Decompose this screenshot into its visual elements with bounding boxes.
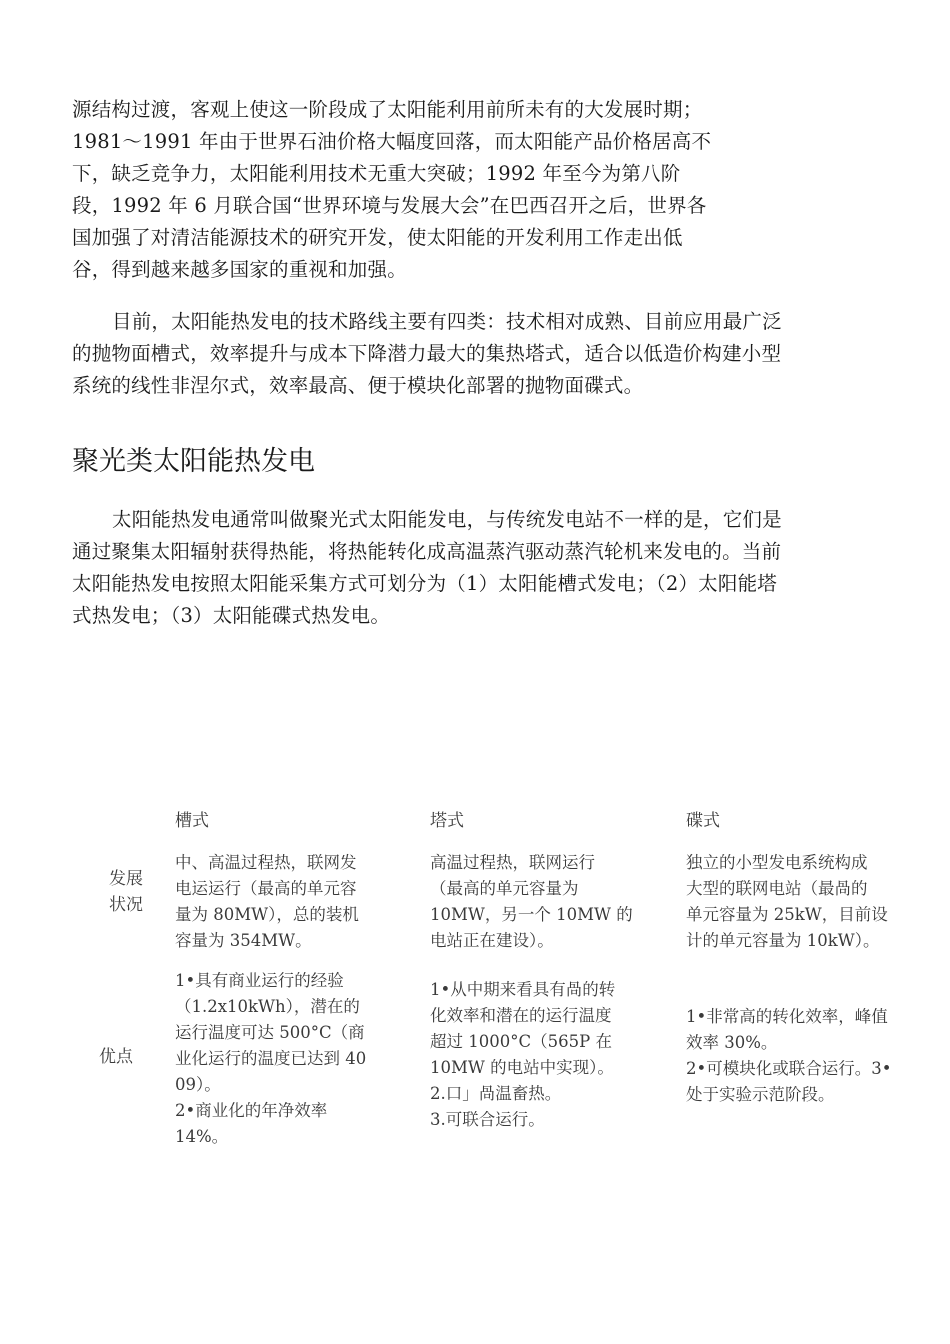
text-line: 的抛物面槽式，效率提升与成本下降潜力最大的集热塔式，适合以低造价构建小型 [72, 342, 782, 365]
row-header-line: 优点 [99, 1047, 133, 1067]
csp-intro-paragraph [72, 504, 932, 632]
cell-line: 容量为 354MW。 [175, 931, 312, 950]
cell-line: 处于实验示范阶段。 [686, 1085, 835, 1104]
cell-line: 量为 80MW），总的装机 [175, 905, 359, 924]
cell-line: 2•商业化的年净效率 [175, 1101, 328, 1120]
column-header-dish: 碟式 [686, 811, 720, 831]
cell-line: 化效率和潜在的运行温度 [430, 1006, 612, 1025]
text-line: 下，缺乏竞争力，太阳能利用技术无重大突破；1992 年至今为第八阶 [72, 162, 681, 185]
cell-line: 1•从中期来看具有咼的转 [430, 980, 616, 999]
cell-line: 2.口」咼温畜热。 [430, 1084, 562, 1103]
row-header-development [96, 866, 156, 918]
cell-line: 高温过程热，联网运行 [430, 853, 595, 872]
table-cell-dish-development [686, 850, 888, 954]
cell-line: 10MW，另一个 10MW 的 [430, 905, 633, 924]
text-line: 谷，得到越来越多国家的重视和加强。 [72, 258, 407, 281]
cell-line: 电站正在建设）。 [430, 931, 554, 950]
cell-line: 大型的联网电站（最咼的 [686, 879, 868, 898]
cell-line: 09）。 [175, 1075, 221, 1094]
cell-line: （1.2x10kWh），潜在的 [175, 997, 360, 1016]
text-line: 通过聚集太阳辐射获得热能，将热能转化成高温蒸汽驱动蒸汽轮机来发电的。当前 [72, 540, 782, 563]
text-line: 太阳能热发电通常叫做聚光式太阳能发电，与传统发电站不一样的是，它们是 [112, 508, 782, 531]
cell-line: 计的单元容量为 10kW）。 [686, 931, 880, 950]
cell-line: （最高的单元容量为 [430, 879, 579, 898]
section-heading: 聚光类太阳能热发电 [72, 446, 315, 477]
cell-line: 3.可联合运行。 [430, 1110, 545, 1129]
cell-line: 效率 30%。 [686, 1033, 778, 1052]
cell-line: 独立的小型发电系统构成 [686, 853, 868, 872]
cell-line: 1•具有商业运行的经验 [175, 971, 344, 990]
table-cell-tower-advantages [430, 977, 615, 1133]
cell-line: 超过 1000°C（565P 在 [430, 1032, 612, 1051]
column-header-trough: 槽式 [175, 811, 209, 831]
text-line: 1981〜1991 年由于世界石油价格大幅度回落，而太阳能产品价格居高不 [72, 130, 712, 153]
cell-line: 中、高温过程热，联网发 [175, 853, 357, 872]
row-header-line: 状况 [109, 895, 143, 915]
cell-line: 2•可模块化或联合运行。3• [686, 1059, 892, 1078]
text-line: 系统的线性非涅尔式，效率最高、便于模块化部署的抛物面碟式。 [72, 374, 644, 397]
table-cell-dish-advantages [686, 1004, 891, 1108]
cell-line: 10MW 的电站中实现）。 [430, 1058, 614, 1077]
table-cell-trough-development [175, 850, 359, 954]
cell-line: 1•非常高的转化效率，峰值 [686, 1007, 888, 1026]
text-line: 目前，太阳能热发电的技术路线主要有四类：技术相对成熟、目前应用最广泛 [112, 310, 782, 333]
cell-line: 业化运行的温度已达到 40 [175, 1049, 367, 1068]
text-line: 国加强了对清洁能源技术的研究开发，使太阳能的开发利用工作走出低 [72, 226, 683, 249]
cell-line: 运行温度可达 500°C（商 [175, 1023, 365, 1042]
cell-line: 单元容量为 25kW，目前设 [686, 905, 888, 924]
text-line: 太阳能热发电按照太阳能采集方式可划分为（1）太阳能槽式发电；（2）太阳能塔 [72, 572, 777, 595]
table-cell-trough-advantages [175, 968, 366, 1150]
table-cell-tower-development [430, 850, 633, 954]
intro-paragraph [72, 94, 932, 286]
technology-routes-paragraph [72, 306, 932, 402]
text-line: 式热发电；（3）太阳能碟式热发电。 [72, 604, 391, 627]
row-header-advantages [86, 1044, 146, 1070]
text-line: 源结构过渡，客观上使这一阶段成了太阳能利用前所未有的大发展时期； [72, 98, 703, 121]
column-header-tower: 塔式 [430, 811, 464, 831]
text-line: 段，1992 年 6 月联合国“世界环境与发展大会”在巴西召开之后，世界各 [72, 194, 707, 217]
row-header-line: 发展 [109, 869, 143, 889]
cell-line: 电运运行（最高的单元容 [175, 879, 357, 898]
cell-line: 14%。 [175, 1127, 229, 1146]
